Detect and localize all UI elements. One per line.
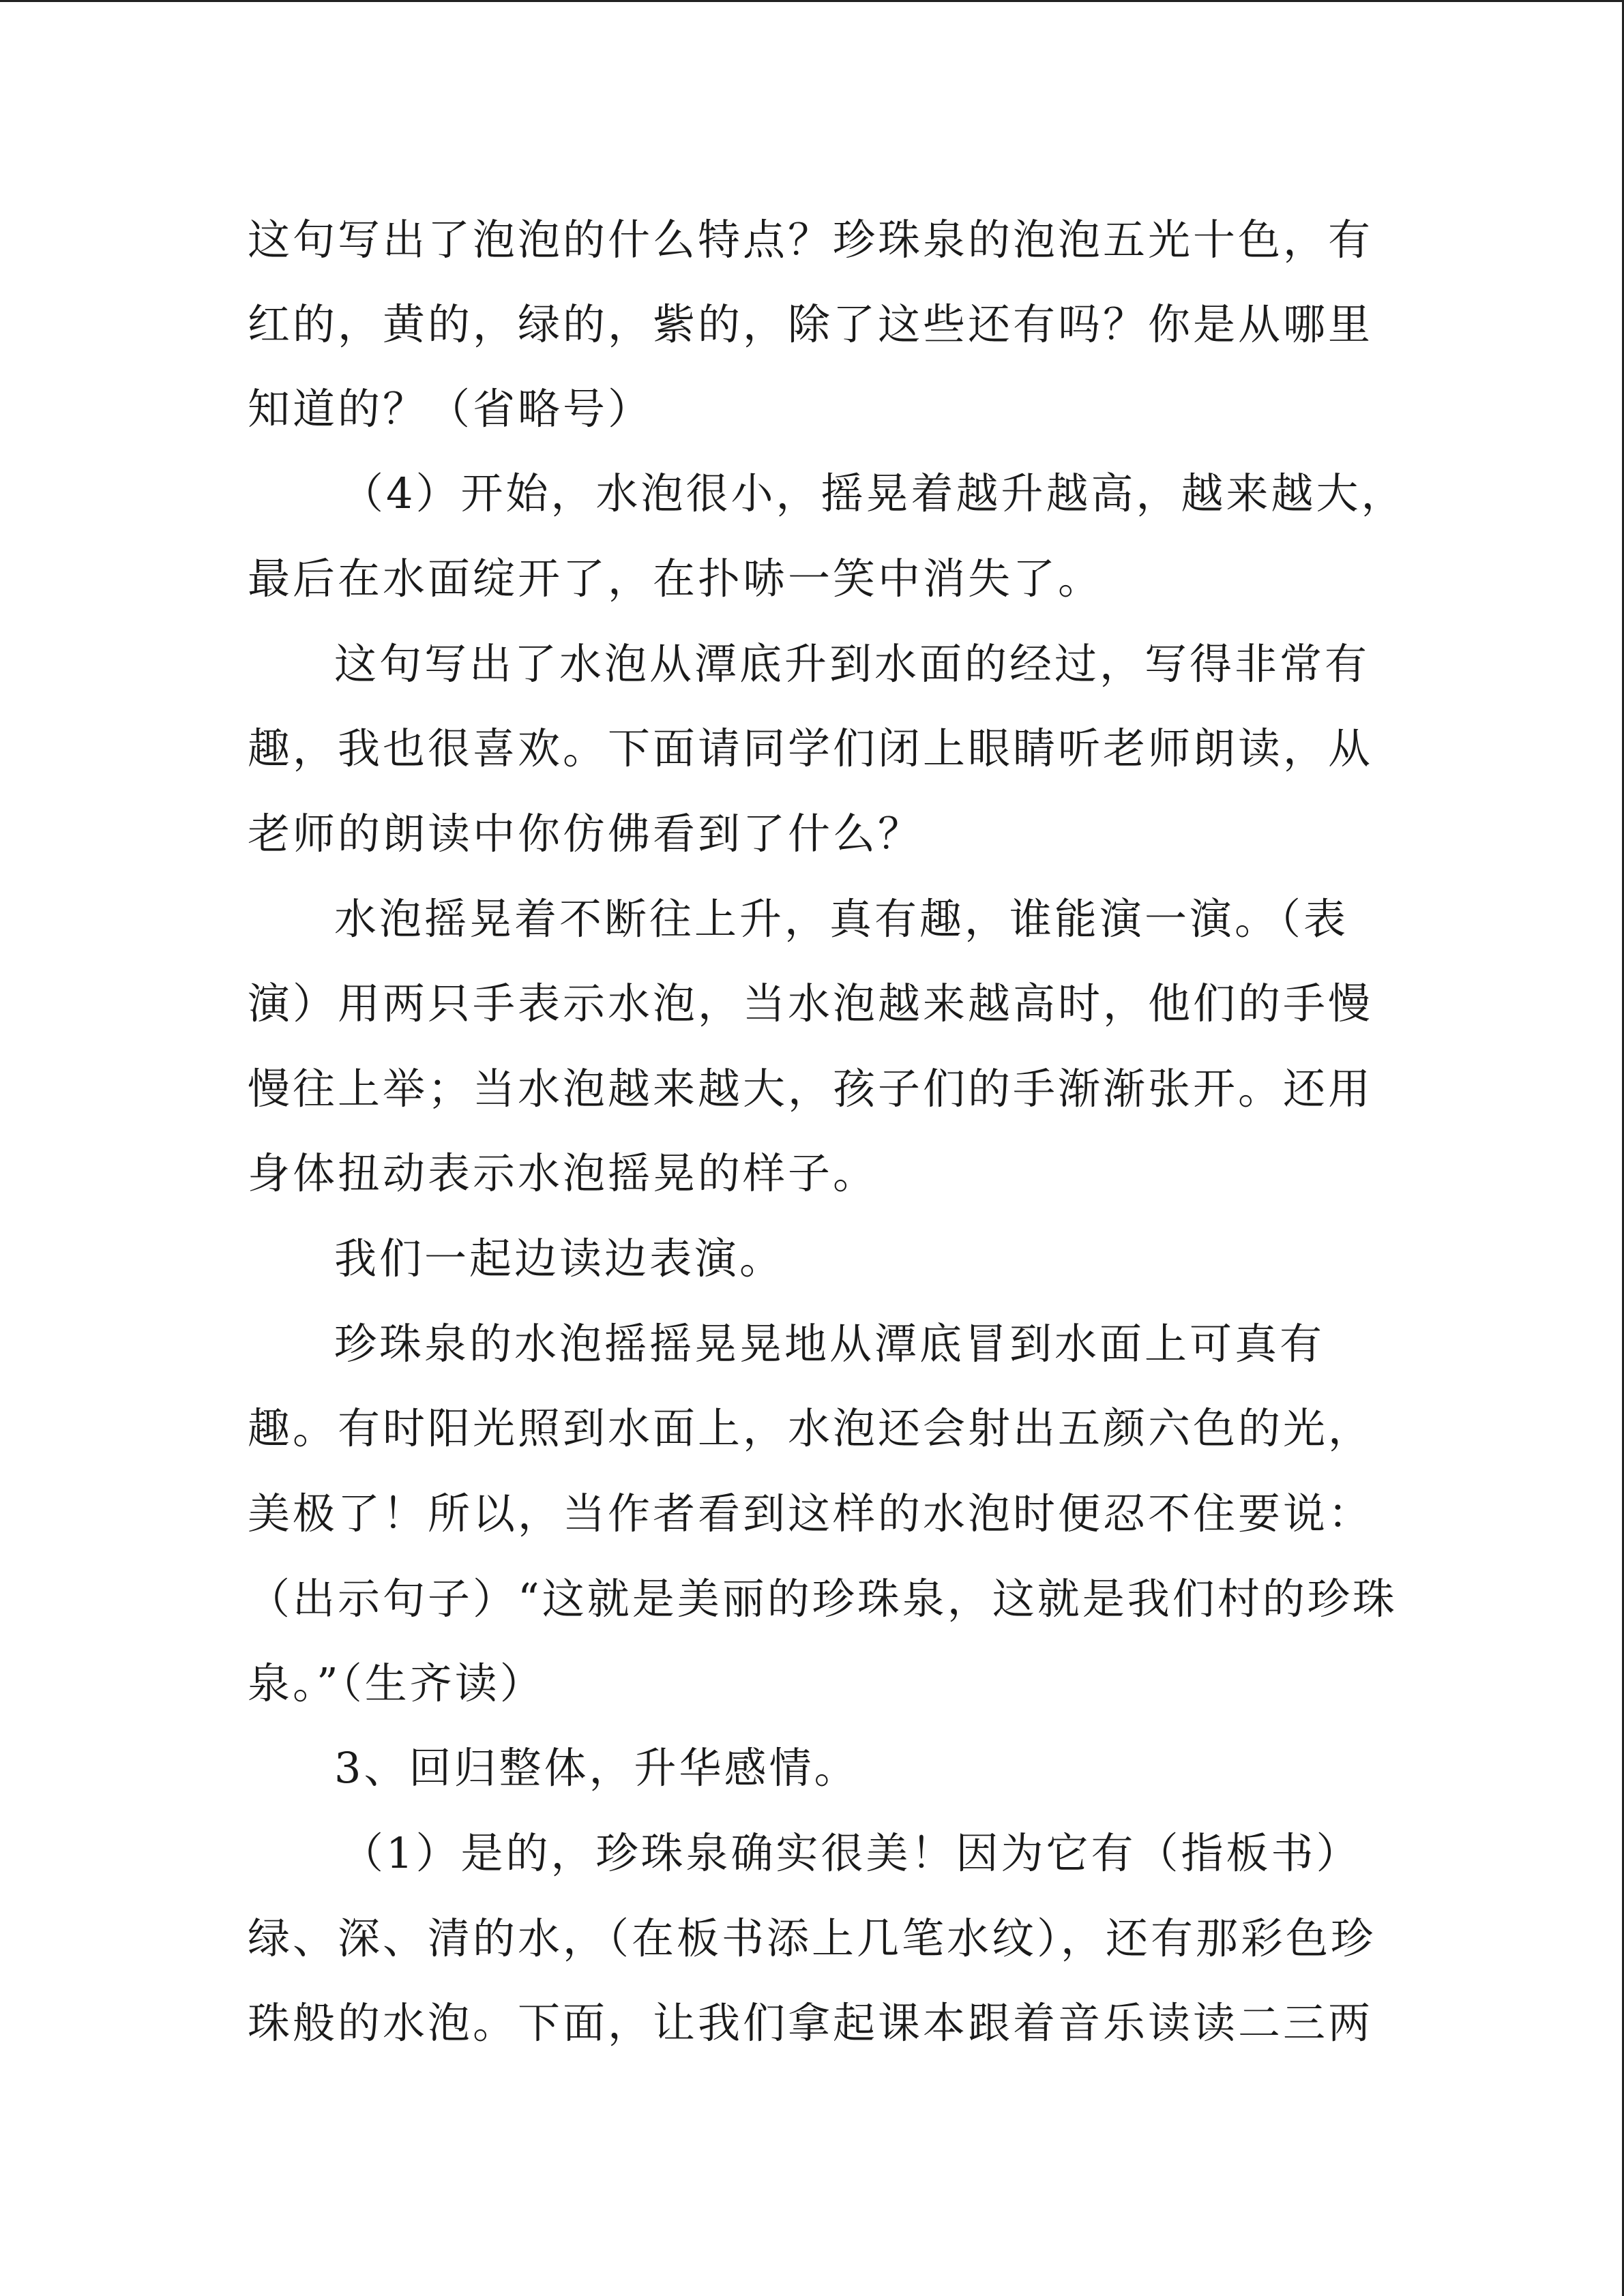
text-line-18: 泉。”（生齐读） xyxy=(248,1658,545,1708)
text-line-4: （4）开始，水泡很小，摇晃着越升越高，越来越大， xyxy=(341,468,1406,518)
text-line-17: （出示句子）“这就是美丽的珍珠泉，这就是我们村的珍珠 xyxy=(248,1574,1398,1624)
text-line-6: 这句写出了水泡从潭底升到水面的经过，写得非常有 xyxy=(334,639,1370,689)
text-line-20: （1）是的，珍珠泉确实很美！因为它有（指板书） xyxy=(341,1828,1361,1878)
text-line-21: 绿、深、清的水，（在板书添上几笔水纹），还有那彩色珍 xyxy=(248,1913,1376,1963)
text-line-1: 这句写出了泡泡的什么特点？珍珠泉的泡泡五光十色，有 xyxy=(248,215,1374,265)
page-top-border xyxy=(0,0,1624,2)
text-line-14: 珍珠泉的水泡摇摇晃晃地从潭底冒到水面上可真有 xyxy=(334,1319,1325,1369)
text-line-13: 我们一起边读边表演。 xyxy=(334,1234,785,1283)
text-line-8: 老师的朗读中你仿佛看到了什么？ xyxy=(248,809,924,859)
text-line-2: 红的，黄的，绿的，紫的，除了这些还有吗？你是从哪里 xyxy=(248,299,1374,349)
text-line-19: 3、回归整体，升华感情。 xyxy=(334,1743,859,1793)
text-line-9: 水泡摇晃着不断往上升，真有趣，谁能演一演。（表 xyxy=(334,894,1349,944)
text-line-15: 趣。有时阳光照到水面上，水泡还会射出五颜六色的光， xyxy=(248,1403,1374,1453)
text-line-5: 最后在水面绽开了，在扑哧一笑中消失了。 xyxy=(248,554,1104,603)
text-line-3: 知道的？（省略号） xyxy=(248,384,653,434)
text-line-12: 身体扭动表示水泡摇晃的样子。 xyxy=(248,1148,879,1198)
text-line-16: 美极了！所以，当作者看到这样的水泡时便忍不住要说： xyxy=(248,1489,1374,1538)
text-line-11: 慢往上举；当水泡越来越大，孩子们的手渐渐张开。还用 xyxy=(248,1064,1374,1114)
text-line-10: 演）用两只手表示水泡，当水泡越来越高时，他们的手慢 xyxy=(248,979,1374,1028)
text-line-22: 珠般的水泡。下面，让我们拿起课本跟着音乐读读二三两 xyxy=(248,1998,1374,2048)
text-line-7: 趣，我也很喜欢。下面请同学们闭上眼睛听老师朗读，从 xyxy=(248,724,1374,773)
